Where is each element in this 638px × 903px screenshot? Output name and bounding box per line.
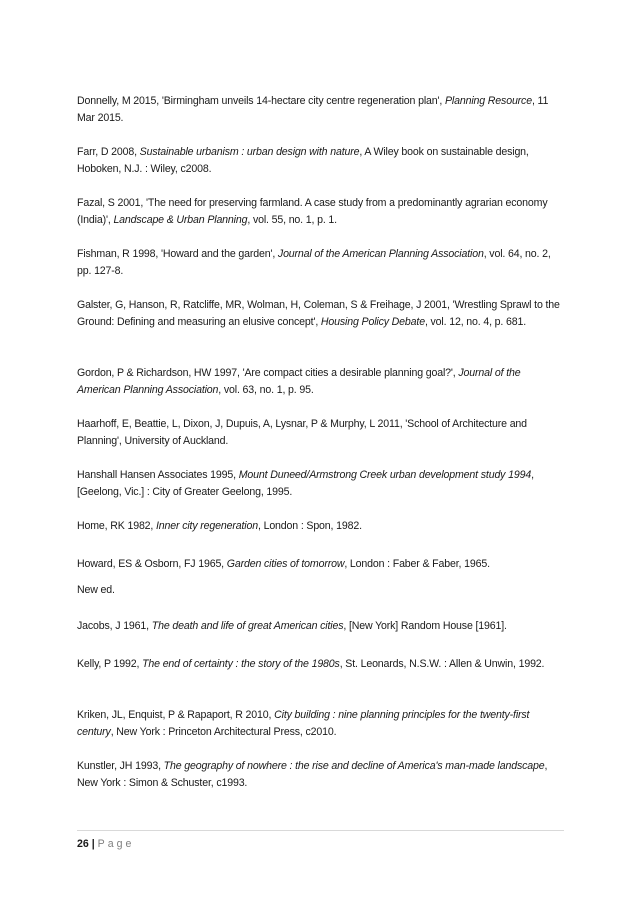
reference-entry: Kelly, P 1992, The end of certainty : the story of the 1980s, St. Leonards, N.S.W. : Allen & Unwin, 1992.	[77, 658, 545, 670]
page-footer	[77, 837, 134, 851]
reference-entry: Kunstler, JH 1993, The geography of nowhere : the rise and decline of America's man-made landscape, New York : Simon & Schuster, c1993.	[77, 760, 548, 789]
reference-entry: Howard, ES & Osborn, FJ 1965, Garden cities of tomorrow, London : Faber & Faber, 1965.	[77, 558, 490, 570]
page-number: 26	[77, 838, 89, 850]
reference-entry: Hanshall Hansen Associates 1995, Mount Duneed/Armstrong Creek urban development study 1994, [Geelong, Vic.] : City of Greater Geelong, 1995.	[77, 469, 534, 498]
reference-entry: Jacobs, J 1961, The death and life of great American cities, [New York] Random House [1961].	[77, 620, 507, 632]
reference-entry: Donnelly, M 2015, 'Birmingham unveils 14-hectare city centre regeneration plan', Planning Resource, 11 Mar 2015.	[77, 95, 549, 124]
reference-entry: Farr, D 2008, Sustainable urbanism : urban design with nature, A Wiley book on sustainable design, Hoboken, N.J. : Wiley, c2008.	[77, 146, 529, 175]
reference-entry: Haarhoff, E, Beattie, L, Dixon, J, Dupuis, A, Lysnar, P & Murphy, L 2011, 'School of Architecture and Planning', University of Auckland.	[77, 418, 527, 447]
reference-note: New ed.	[77, 584, 115, 596]
footer-divider	[77, 830, 564, 831]
reference-entry: Fazal, S 2001, 'The need for preserving farmland. A case study from a predominantly agrarian economy (India)', Landscape & Urban Planning, vol. 55, no. 1, p. 1.	[77, 197, 548, 226]
reference-entry: Home, RK 1982, Inner city regeneration, London : Spon, 1982.	[77, 520, 362, 532]
reference-entry: Fishman, R 1998, 'Howard and the garden', Journal of the American Planning Association, vol. 64, no. 2, pp. 127-8.	[77, 248, 551, 277]
reference-entry: Gordon, P & Richardson, HW 1997, 'Are compact cities a desirable planning goal?', Journal of the American Planning Association, vol. 63, no. 1, p. 95.	[77, 367, 521, 396]
footer-separator: |	[88, 838, 98, 850]
reference-entry: Kriken, JL, Enquist, P & Rapaport, R 2010, City building : nine planning principles for the twenty-first century, New York : Princeton Architectural Press, c2010.	[77, 709, 530, 738]
page-label: Page	[97, 838, 135, 850]
reference-entry: Galster, G, Hanson, R, Ratcliffe, MR, Wolman, H, Coleman, S & Freihage, J 2001, 'Wrestling Sprawl to the Ground: Defining and measuring an elusive concept', Housing Policy Debate, vol. 12, no. 4, p. 681.	[77, 299, 560, 328]
